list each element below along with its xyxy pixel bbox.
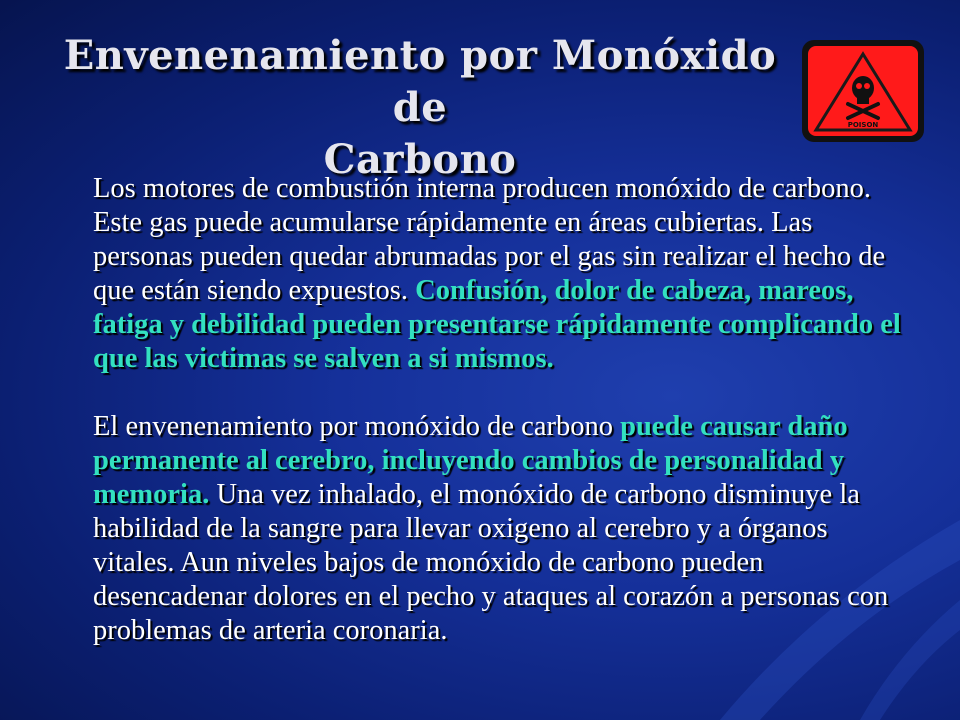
paragraph-1-highlight: Confusión, dolor de cabeza, mareos, fatiga y debilidad pueden presentarse rápidamente complicando el que las victimas se salven a si mismos.: [93, 275, 901, 374]
paragraph-2: [93, 410, 913, 648]
paragraph-2-text-start: El envenenamiento por monóxido de carbono: [93, 411, 621, 442]
title-line-1: Envenenamiento por Monóxido de: [63, 32, 777, 131]
poison-label: POISON: [847, 121, 879, 129]
paragraph-2-highlight: puede causar daño permanente al cerebro, incluyendo cambios de personalidad y memoria.: [93, 411, 848, 510]
poison-sign-icon: [800, 38, 926, 144]
paragraph-1: [93, 172, 913, 376]
slide-body: [93, 172, 913, 682]
slide-title: [40, 30, 800, 186]
paragraph-1-text: Los motores de combustión interna producen monóxido de carbono. Este gas puede acumularse rápidamente en áreas cubiertas. Las personas pueden quedar abrumadas por el gas sin realizar el hecho de que están siendo expuestos.: [93, 173, 886, 306]
paragraph-2-text-end: Una vez inhalado, el monóxido de carbono disminuye la habilidad de la sangre para llevar oxigeno al cerebro y a órganos vitales. Aun niveles bajos de monóxido de carbono pueden desencadenar dolores en el pecho y ataques al corazón a personas con problemas de arteria coronaria.: [93, 479, 889, 646]
title-line-2: Carbono: [323, 136, 517, 183]
